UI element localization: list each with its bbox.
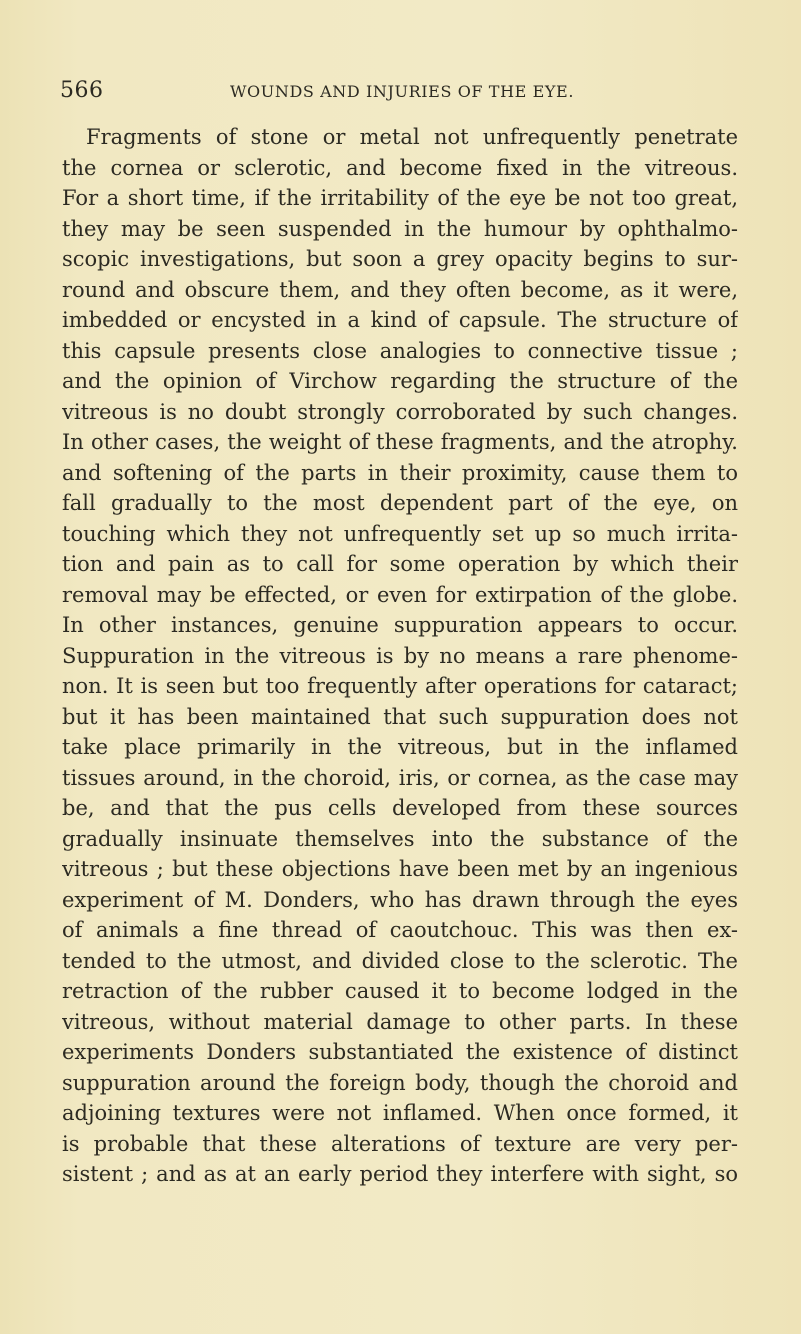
text-line: retraction of the rubber caused it to become lodged in the	[62, 979, 738, 1003]
text-line: and softening of the parts in their proximity, cause them to	[62, 460, 738, 485]
text-line: imbedded or encysted in a kind of capsule. The structure of	[62, 308, 738, 332]
text-line: scopic investigations, but soon a grey opacity begins to sur-	[62, 247, 738, 271]
text-line: adjoining textures were not inflamed. When once formed, it	[62, 1101, 738, 1125]
text-line: Suppuration in the vitreous is by no means a rare phenome-	[62, 643, 738, 668]
text-line: tended to the utmost, and divided close to the sclerotic. The	[62, 948, 738, 973]
text-line: vitreous is no doubt strongly corroborated by such changes.	[62, 399, 738, 424]
text-line: fall gradually to the most dependent part of the eye, on	[62, 491, 738, 515]
text-line: tion and pain as to call for some operation by which their	[62, 552, 738, 576]
text-line: In other instances, genuine suppuration appears to occur.	[62, 613, 738, 637]
text-line: round and obscure them, and they often become, as it were,	[62, 277, 738, 302]
text-line: vitreous ; but these objections have been met by an ingenious	[62, 857, 738, 881]
text-line: tissues around, in the choroid, iris, or cornea, as the case may	[62, 765, 738, 790]
text-line: but it has been maintained that such suppuration does not	[62, 704, 738, 729]
body-text	[62, 122, 738, 1190]
text-line: touching which they not unfrequently set up so much irrita-	[62, 521, 738, 546]
text-line: be, and that the pus cells developed from these sources	[62, 796, 738, 820]
page-number: 566	[60, 78, 104, 103]
text-line: For a short time, if the irritability of the eye be not too great,	[62, 186, 738, 210]
text-line: non. It is seen but too frequently after operations for cataract;	[62, 674, 738, 698]
running-head: WOUNDS AND INJURIES OF THE EYE.	[230, 82, 575, 101]
text-line: take place primarily in the vitreous, but in the inflamed	[62, 735, 738, 759]
text-line: In other cases, the weight of these fragments, and the atrophy.	[62, 430, 738, 454]
text-line: they may be seen suspended in the humour by ophthalmo-	[62, 216, 738, 241]
text-line: Fragments of stone or metal not unfrequently penetrate	[86, 125, 738, 149]
text-line: removal may be effected, or even for extirpation of the globe.	[62, 582, 738, 607]
text-line: vitreous, without material damage to other parts. In these	[62, 1009, 738, 1034]
text-line: and the opinion of Virchow regarding the structure of the	[62, 369, 738, 393]
text-line: gradually insinuate themselves into the substance of the	[62, 826, 738, 851]
text-line: this capsule presents close analogies to connective tissue ;	[62, 338, 738, 363]
text-line: sistent ; and as at an early period they interfere with sight, so	[62, 1162, 738, 1186]
text-line: experiments Donders substantiated the existence of distinct	[62, 1040, 738, 1064]
text-line: is probable that these alterations of texture are very per-	[62, 1131, 738, 1156]
text-line: the cornea or sclerotic, and become fixed in the vitreous.	[62, 155, 738, 180]
page-header	[60, 78, 740, 108]
text-line: suppuration around the foreign body, though the choroid and	[62, 1070, 738, 1095]
text-line: of animals a fine thread of caoutchouc. This was then ex-	[62, 918, 738, 942]
text-line: experiment of M. Donders, who has drawn through the eyes	[62, 887, 738, 912]
